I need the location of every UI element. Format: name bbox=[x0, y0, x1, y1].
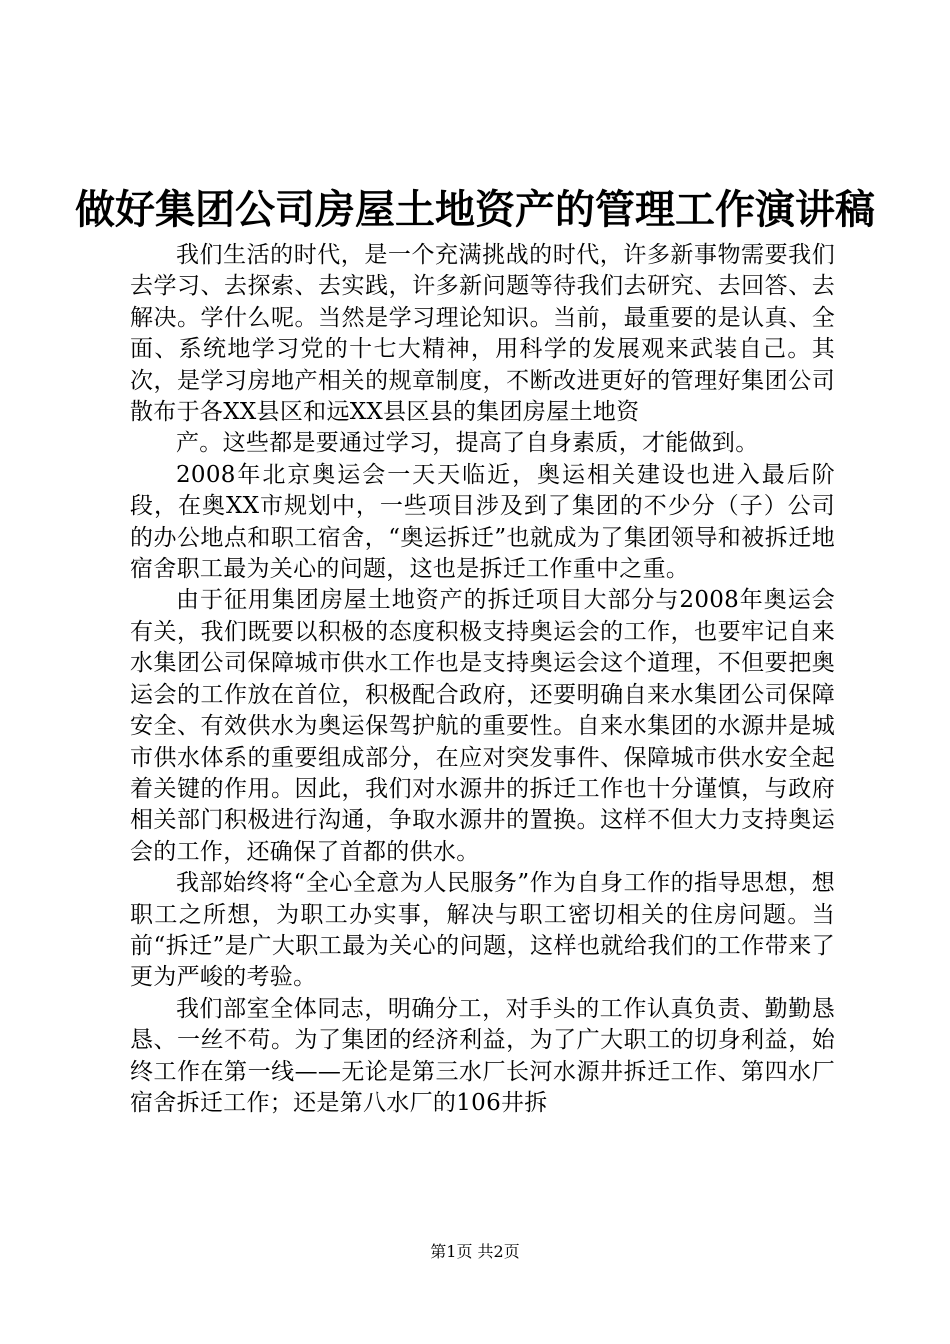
paragraph-6: 我们部室全体同志，明确分工，对手头的工作认真负责、勤勤恳恳、一丝不苟。为了集团的经济利益，为了广大职工的切身利益，始终工作在第一线——无论是第三水厂长河水源井拆迁工作、第四水厂宿舍拆迁工作；还是第八水厂的106井拆 bbox=[130, 995, 835, 1116]
document-title: 做好集团公司房屋土地资产的管理工作演讲稿 bbox=[75, 186, 875, 233]
paragraph-2: 产。这些都是要通过学习，提高了自身素质，才能做到。 bbox=[176, 430, 759, 457]
document-body bbox=[130, 240, 835, 1119]
page-number-footer: 第1页 共2页 bbox=[430, 1242, 520, 1261]
paragraph-5: 我部始终将“全心全意为人民服务”作为自身工作的指导思想，想职工之所想，为职工办实事，解决与职工密切相关的住房问题。当前“拆迁”是广大职工最为关心的问题，这样也就给我们的工作带来了更为严峻的考验。 bbox=[130, 870, 835, 991]
paragraph-1: 我们生活的时代，是一个充满挑战的时代，许多新事物需要我们去学习、去探索、去实践，许多新问题等待我们去研究、去回答、去解决。学什么呢。当然是学习理论知识。当前，最重要的是认真、全面、系统地学习党的十七大精神，用科学的发展观来武装自己。其次，是学习房地产相关的规章制度，不断改进更好的管理好集团公司散布于各XX县区和远XX县区县的集团房屋土地资 bbox=[130, 242, 835, 426]
paragraph-4: 由于征用集团房屋土地资产的拆迁项目大部分与2008年奥运会有关，我们既要以积极的态度积极支持奥运会的工作，也要牢记自来水集团公司保障城市供水工作也是支持奥运会这个道理，不但要把奥运会的工作放在首位，积极配合政府，还要明确自来水集团公司保障安全、有效供水为奥运保驾护航的重要性。自来水集团的水源井是城市供水体系的重要组成部分，在应对突发事件、保障城市供水安全起着关键的作用。因此，我们对水源井的拆迁工作也十分谨慎，与政府相关部门积极进行沟通，争取水源井的置换。这样不但大力支持奥运会的工作，还确保了首都的供水。 bbox=[130, 587, 835, 865]
paragraph-3: 2008年北京奥运会一天天临近，奥运相关建设也进入最后阶段，在奥XX市规划中，一些项目涉及到了集团的不少分（子）公司的办公地点和职工宿舍，“奥运拆迁”也就成为了集团领导和被拆迁地宿舍职工最为关心的问题，这也是拆迁工作重中之重。 bbox=[130, 461, 835, 583]
